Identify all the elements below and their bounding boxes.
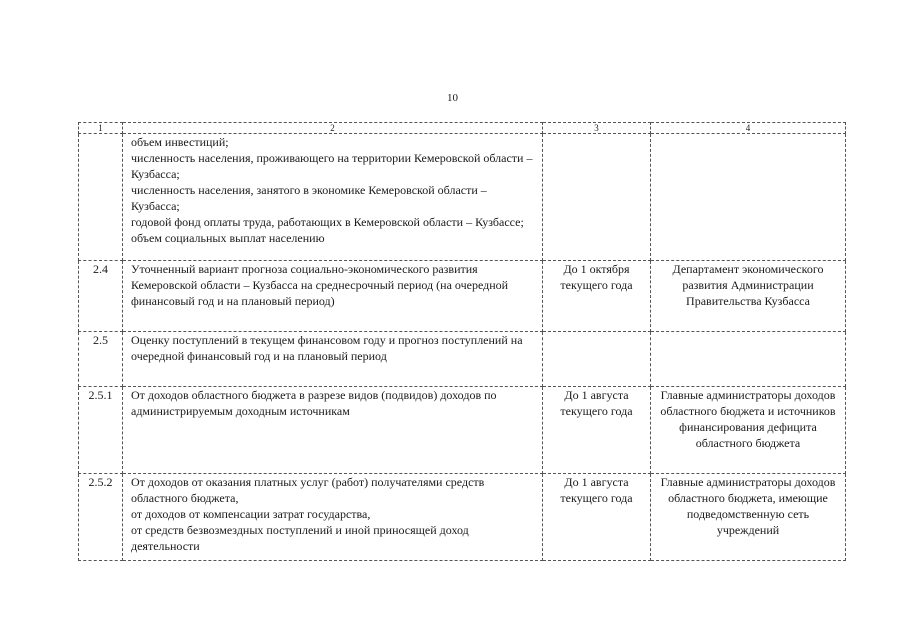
table-row xyxy=(79,387,846,474)
column-number-2: 2 xyxy=(123,123,543,134)
row-deadline: До 1 августа текущего года xyxy=(543,474,651,561)
row-description: От доходов от оказания платных услуг (работ) получателями средств областного бюджета, от доходов от компенсации затрат государства, от средств безвозмездных поступлений и иной приносящей доход деятельности xyxy=(123,474,543,561)
document-table xyxy=(78,122,846,561)
row-number: 2.5.1 xyxy=(79,387,123,474)
row-deadline: До 1 августа текущего года xyxy=(543,387,651,474)
page-number: 10 xyxy=(447,92,458,104)
row-number xyxy=(79,134,123,261)
table-row xyxy=(79,474,846,561)
row-number: 2.5.2 xyxy=(79,474,123,561)
row-responsible: Главные администраторы доходов областного бюджета, имеющие подведомственную сеть учреждений xyxy=(651,474,846,561)
table-row xyxy=(79,261,846,332)
table-row xyxy=(79,134,846,261)
row-responsible: Департамент экономического развития Администрации Правительства Кузбасса xyxy=(651,261,846,332)
row-responsible xyxy=(651,332,846,387)
row-deadline xyxy=(543,332,651,387)
column-number-4: 4 xyxy=(651,123,846,134)
table-row xyxy=(79,332,846,387)
row-responsible: Главные администраторы доходов областного бюджета и источников финансирования дефицита областного бюджета xyxy=(651,387,846,474)
column-number-row xyxy=(79,123,846,134)
row-description: объем инвестиций; численность населения, проживающего на территории Кемеровской области – Кузбасса; численность населения, занятого в экономике Кемеровской области – Кузбасса; годовой фонд оплаты труда, работающих в Кемеровской области – Кузбассе; объем социальных выплат населению xyxy=(123,134,543,261)
row-deadline xyxy=(543,134,651,261)
row-description: Оценку поступлений в текущем финансовом году и прогноз поступлений на очередной финансовый год и на плановый период xyxy=(123,332,543,387)
row-description: От доходов областного бюджета в разрезе видов (подвидов) доходов по администрируемым доходным источникам xyxy=(123,387,543,474)
row-responsible xyxy=(651,134,846,261)
row-description: Уточненный вариант прогноза социально-экономического развития Кемеровской области – Кузбасса на среднесрочный период (на очередной финансовый год и на плановый период) xyxy=(123,261,543,332)
column-number-1: 1 xyxy=(79,123,123,134)
column-number-3: 3 xyxy=(543,123,651,134)
row-number: 2.4 xyxy=(79,261,123,332)
row-deadline: До 1 октября текущего года xyxy=(543,261,651,332)
row-number: 2.5 xyxy=(79,332,123,387)
